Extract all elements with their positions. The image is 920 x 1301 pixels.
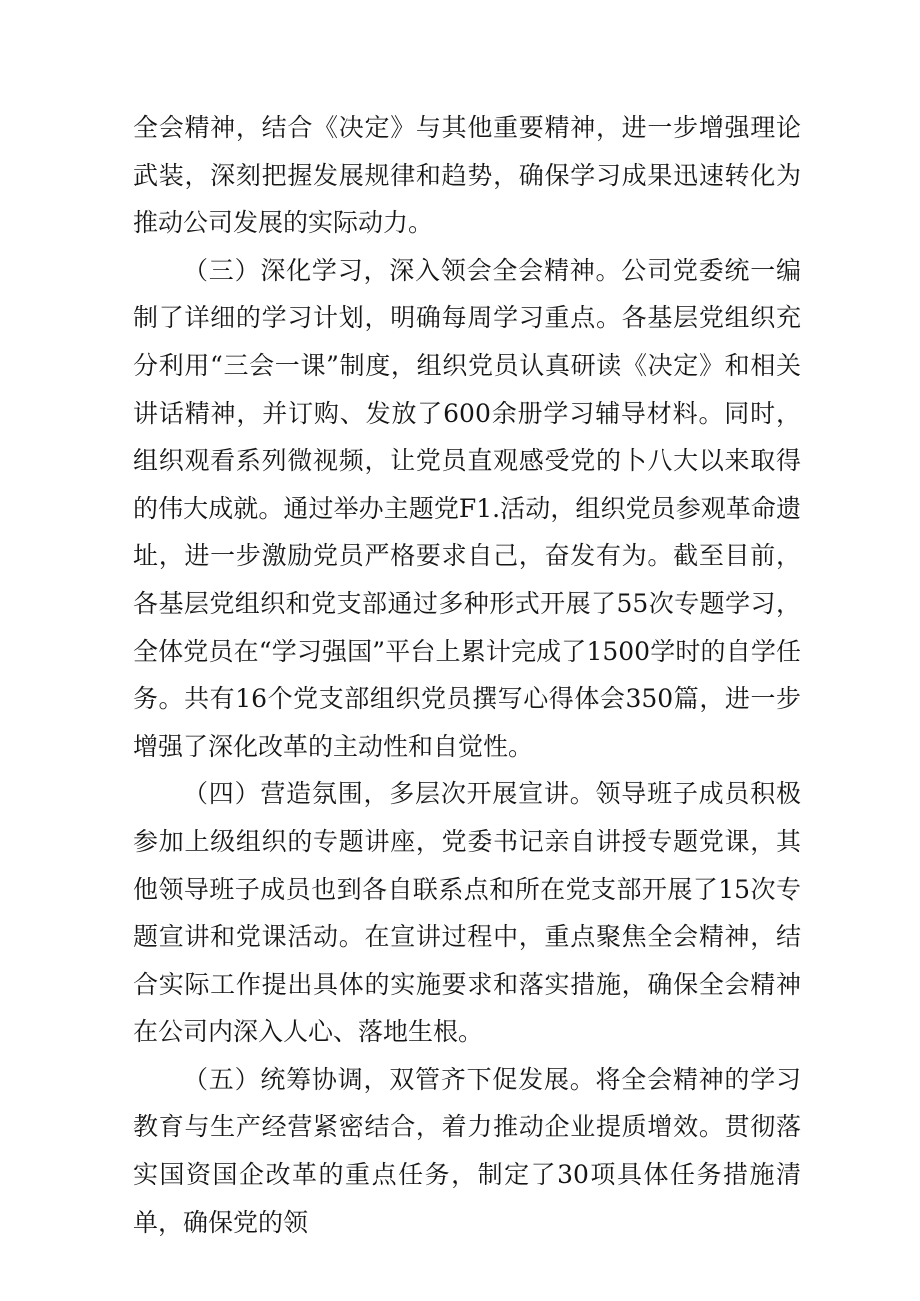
paragraph-section-four: （四）营造氛围，多层次开展宣讲。领导班子成员积极参加上级组织的专题讲座，党委书记亲自讲授专题党课，其他领导班子成员也到各自联系点和所在党支部开展了15次专题宣讲和党课活动。在宣讲过程中，重点聚焦全会精神，结合实际工作提出具体的实施要求和落实措施，确保全会精神在公司内深入人心、落地生根。 — [133, 779, 801, 1047]
paragraph-section-five: （五）统筹协调，双管齐下促发展。将全会精神的学习教育与生产经营紧密结合，着力推动企业提质增效。贯彻落实国资国企改革的重点任务，制定了30项具体任务措施清单，确保党的领 — [133, 1064, 801, 1237]
paragraph-section-three: （三）深化学习，深入领会全会精神。公司党委统一编制了详细的学习计划，明确每周学习重点。各基层党组织充分利用“三会一课”制度，组织党员认真研读《决定》和相关讲话精神，并订购、发放了600余册学习辅导材料。同时，组织观看系列微视频，让党员直观感受党的卜八大以来取得的伟大成就。通过举办主题党F1.活动，组织党员参观革命遗址，进一步激励党员严格要求自己，奋发有为。截至目前，各基层党组织和党支部通过多种形式开展了55次专题学习，全体党员在“学习强国”平台上累计完成了1500学时的自学任务。共有16个党支部组织党员撰写心得体会350篇，进一步增强了深化改革的主动性和自觉性。 — [133, 255, 801, 761]
paragraph-continuation: 全会精神，结合《决定》与其他重要精神，进一步增强理论武装，深刻把握发展规律和趋势，确保学习成果迅速转化为推动公司发展的实际动力。 — [133, 113, 801, 238]
document-body — [133, 104, 801, 1246]
